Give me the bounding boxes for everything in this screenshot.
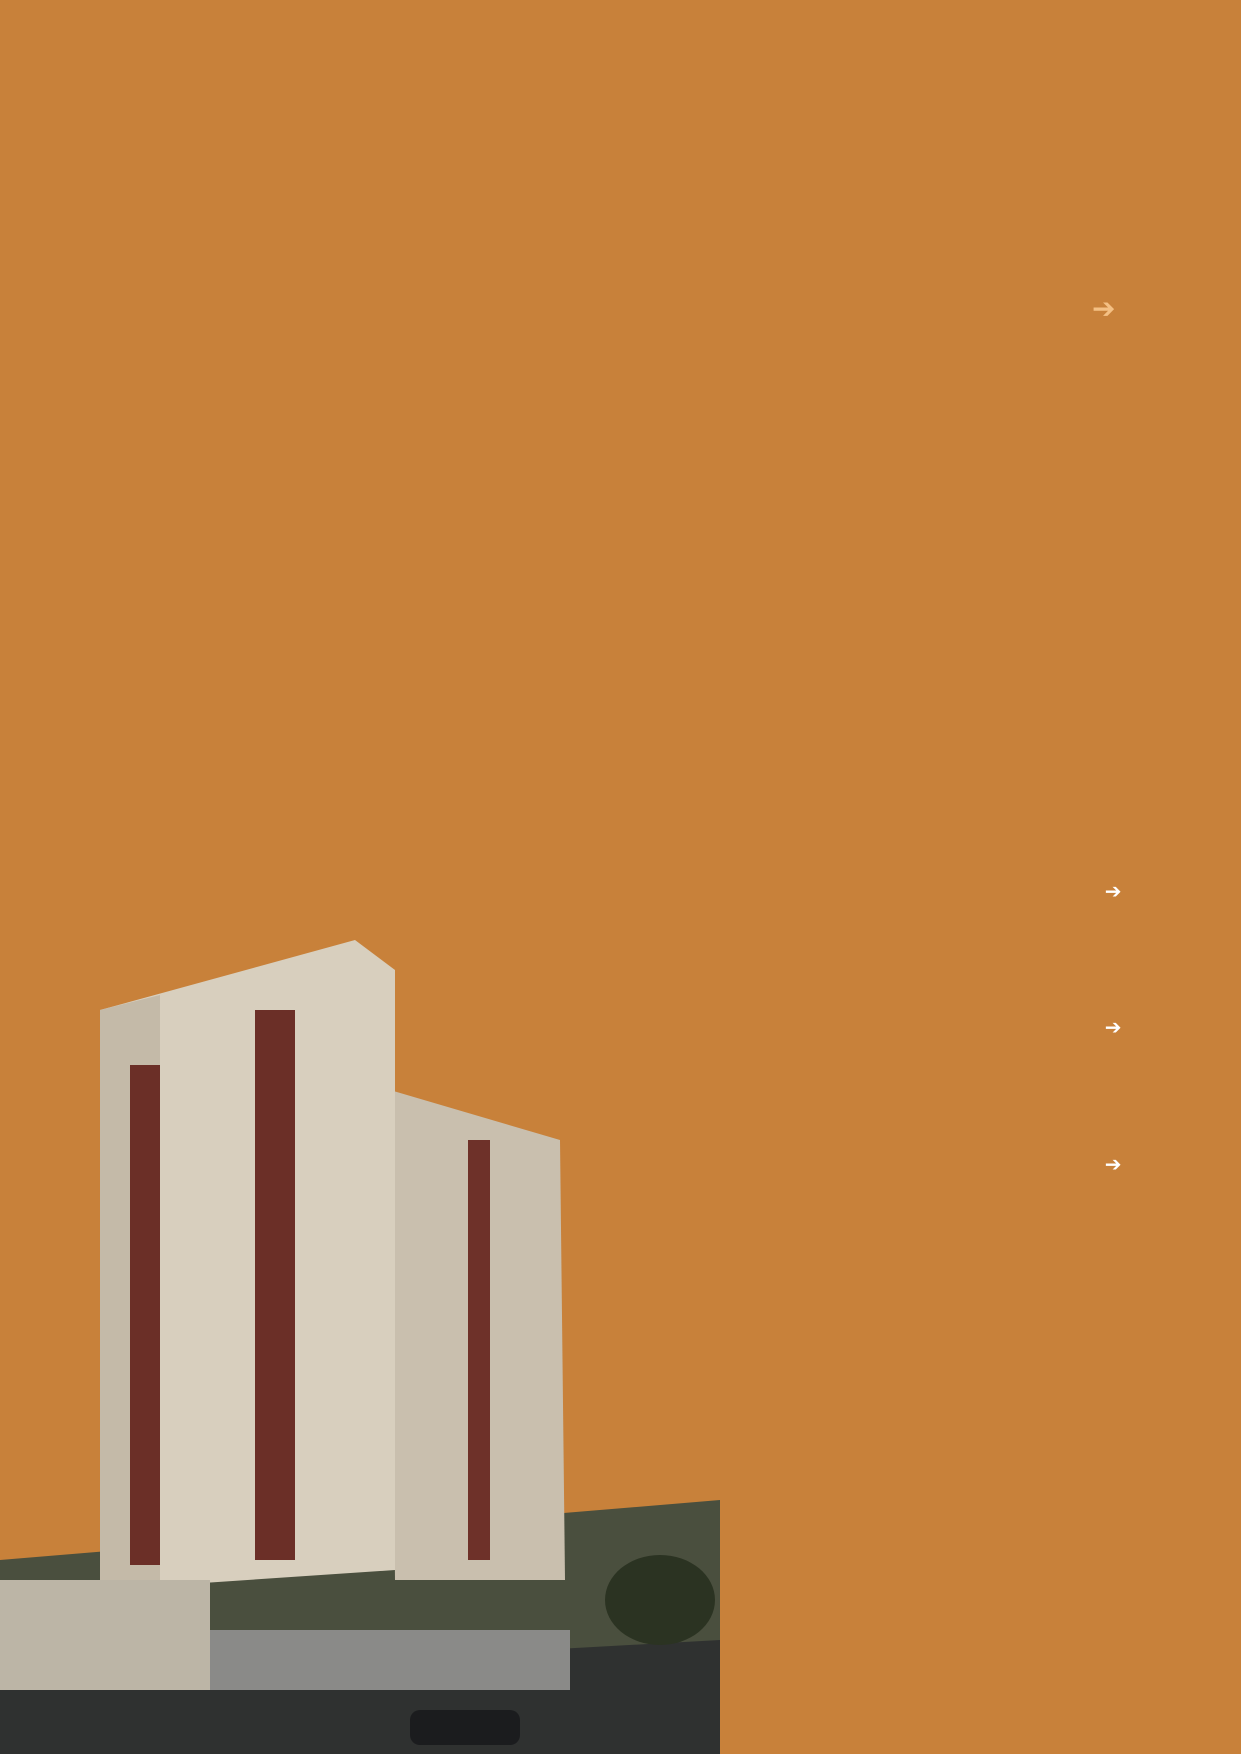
tipologia-item	[1105, 872, 1130, 908]
tipologia-item-line	[1105, 1145, 1130, 1181]
arrow-right-icon: ➔	[1104, 1015, 1124, 1039]
arrow-right-icon: ➔	[1104, 879, 1124, 903]
tipologia-item-line	[1105, 1008, 1130, 1044]
arrow-right-icon: ➔	[1092, 292, 1118, 325]
arrow-right-icon: ➔	[1104, 1152, 1124, 1176]
building-illustration	[0, 940, 720, 1754]
intro-line	[1092, 292, 1130, 325]
tipologia-item	[1105, 1008, 1130, 1044]
tipologia-section	[1105, 872, 1130, 908]
tipologia-item	[1105, 1145, 1130, 1181]
